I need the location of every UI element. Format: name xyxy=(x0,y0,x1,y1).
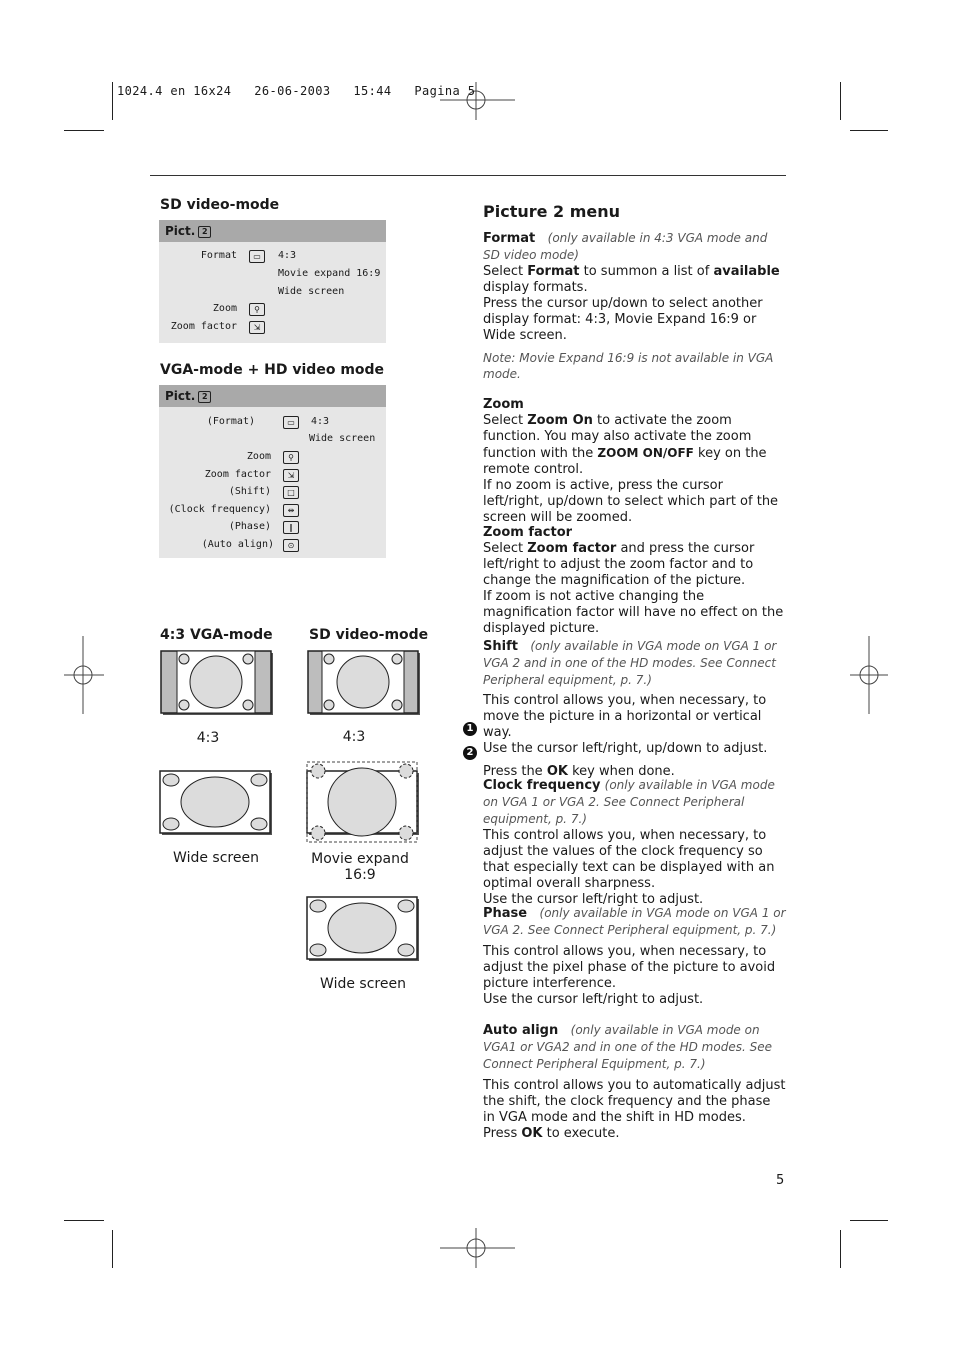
zoom-factor-heading: Zoom factor xyxy=(483,525,573,540)
caption-4-3-vga: 4:3 xyxy=(196,730,220,746)
text: Select xyxy=(483,541,528,556)
format-icon: ▭ xyxy=(283,416,299,429)
sd-menu-bar xyxy=(159,220,386,242)
format-option: Movie expand 16:9 xyxy=(278,268,381,279)
paragraph: This control allows you to automatically adjust the shift, the clock frequency and the phase in VGA mode and the shift in HD modes. xyxy=(483,1078,786,1125)
sd-mode-title: SD video-mode xyxy=(160,197,280,213)
clock-frequency-note: (only available in VGA mode on VGA 1 or VGA 2. See Connect Peripheral equipment, p. 7.) xyxy=(483,778,775,826)
section-zoom xyxy=(483,397,786,526)
shift-icon: □ xyxy=(283,486,299,499)
caption-4-3-sd: 4:3 xyxy=(342,729,366,745)
format-note-movie-expand: Note: Movie Expand 16:9 is not available in VGA mode. xyxy=(483,351,774,381)
paragraph: This control allows you, when necessary, to adjust the values of the clock frequency so that especially text can be displayed with an optimal overall sharpness. xyxy=(483,828,775,891)
bold-text: OK xyxy=(546,764,568,779)
format-option: Wide screen xyxy=(278,286,345,297)
zoom-factor-icon: ⇲ xyxy=(249,321,265,334)
menu-item-auto-align: (Auto align) xyxy=(201,539,274,550)
format-option: 4:3 xyxy=(311,416,330,427)
menu-item-format: Format xyxy=(200,250,237,261)
text: to activate the zoom function. You may also activate the zoom function with the xyxy=(483,413,752,461)
page-title: Picture 2 menu xyxy=(483,202,621,221)
menu-badge: 2 xyxy=(198,391,211,403)
top-rule xyxy=(150,175,786,176)
text: Press xyxy=(483,1126,522,1141)
text: Press the xyxy=(483,764,547,779)
text: display formats. xyxy=(483,280,588,295)
section-shift xyxy=(483,638,786,780)
paragraph: This control allows you, when necessary, to move the picture in a horizontal or vertical way. xyxy=(483,693,767,740)
section-auto-align xyxy=(483,1022,786,1142)
vga-mode-title: VGA-mode + HD video mode xyxy=(160,362,385,378)
bold-text: available xyxy=(713,264,780,279)
format-4-3-sd-illustration xyxy=(307,650,423,718)
bold-text: OK xyxy=(521,1126,543,1141)
print-header: 1024.4 en 16x24 26-06-2003 15:44 Pagina 5 xyxy=(117,84,476,98)
menu-bar-label: Pict. xyxy=(165,224,196,238)
caption-wide-screen-vga: Wide screen xyxy=(173,850,259,866)
section-format xyxy=(483,230,786,382)
bold-text: Zoom On xyxy=(527,413,593,428)
menu-item-zoom: Zoom xyxy=(212,303,237,314)
format-heading: Format xyxy=(483,231,536,246)
clock-frequency-heading: Clock frequency xyxy=(483,778,601,793)
format-icon: ▭ xyxy=(249,250,265,263)
format-option: Wide screen xyxy=(309,433,376,444)
phase-icon: ∥ xyxy=(283,521,299,534)
menu-item-zoom: Zoom xyxy=(246,451,271,462)
format-movie-expand-illustration xyxy=(305,761,423,847)
shift-heading: Shift xyxy=(483,639,518,654)
menu-item-clock-frequency: (Clock frequency) xyxy=(168,504,271,515)
phase-note: (only available in VGA mode on VGA 1 or VGA 2. See Connect Peripheral equipment, p. 7.) xyxy=(483,906,786,937)
menu-badge: 2 xyxy=(198,226,211,238)
bold-text: Format xyxy=(527,264,580,279)
shift-step-1: Use the cursor left/right, up/down to adjust. xyxy=(483,741,768,756)
text: to execute. xyxy=(542,1126,620,1141)
paragraph: This control allows you, when necessary, to adjust the pixel phase of the picture to avoid picture interference. xyxy=(483,944,776,991)
zoom-heading: Zoom xyxy=(483,397,524,412)
paragraph: Use the cursor left/right to adjust. xyxy=(483,992,704,1007)
menu-item-phase: (Phase) xyxy=(228,521,271,532)
text: to summon a list of xyxy=(579,264,714,279)
paragraph: If zoom is not active changing the magnification factor will have no effect on the displayed picture. xyxy=(483,589,784,636)
menu-item-format: (Format) xyxy=(206,416,255,427)
clock-frequency-icon: ⇹ xyxy=(283,504,299,517)
auto-align-heading: Auto align xyxy=(483,1023,559,1038)
text: and press the cursor left/right to adjust the zoom factor and to change the magnification of the picture. xyxy=(483,541,755,588)
auto-align-icon: ⊙ xyxy=(283,539,299,552)
page-number: 5 xyxy=(776,1173,785,1188)
zoom-factor-icon: ⇲ xyxy=(283,469,299,482)
sd-column-title: SD video-mode xyxy=(309,627,429,643)
section-phase xyxy=(483,905,786,1008)
zoom-icon: ⚲ xyxy=(249,303,265,316)
vga-column-title: 4:3 VGA-mode xyxy=(160,627,273,643)
section-clock-frequency xyxy=(483,777,786,908)
shift-note: (only available in VGA mode on VGA 1 or VGA 2 and in one of the HD modes. See Connect Peripheral equipment, p. 7.) xyxy=(483,639,777,687)
paragraph: If no zoom is active, press the cursor left/right, up/down to select which part of the screen will be zoomed. xyxy=(483,478,779,525)
step-2-marker: 2 xyxy=(463,746,477,760)
format-wide-screen-sd-illustration xyxy=(306,896,422,964)
format-4-3-vga-illustration xyxy=(160,650,276,718)
bold-text: ZOOM ON/OFF xyxy=(597,446,694,460)
format-note: (only available in 4:3 VGA mode and SD video mode) xyxy=(483,231,768,262)
menu-item-shift: (Shift) xyxy=(228,486,271,497)
text: Select xyxy=(483,264,528,279)
format-wide-screen-vga-illustration xyxy=(159,770,275,838)
step-1-marker: 1 xyxy=(463,722,477,736)
menu-item-zoom-factor: Zoom factor xyxy=(170,321,237,332)
vga-menu-panel xyxy=(159,385,386,558)
bold-text: Zoom factor xyxy=(527,541,617,556)
text: Select xyxy=(483,413,528,428)
sd-menu-panel xyxy=(159,220,386,343)
paragraph: Use the cursor left/right to adjust. xyxy=(483,892,704,907)
zoom-icon: ⚲ xyxy=(283,451,299,464)
text: key when done. xyxy=(567,764,675,779)
phase-heading: Phase xyxy=(483,906,528,921)
menu-bar-label: Pict. xyxy=(165,389,196,403)
text: key on the remote control. xyxy=(483,446,767,477)
caption-movie-expand: Movie expand 16:9 xyxy=(311,851,409,883)
section-zoom-factor xyxy=(483,525,786,637)
caption-wide-screen-sd: Wide screen xyxy=(320,976,406,992)
paragraph: Press the cursor up/down to select another display format: 4:3, Movie Expand 16:9 or Wide screen. xyxy=(483,296,763,343)
menu-item-zoom-factor: Zoom factor xyxy=(204,469,271,480)
auto-align-note: (only available in VGA mode on VGA1 or VGA2 and in one of the HD modes. See Connect Peripheral Equipment, p. 7.) xyxy=(483,1023,772,1071)
format-option: 4:3 xyxy=(278,250,297,261)
vga-menu-bar xyxy=(159,385,386,407)
